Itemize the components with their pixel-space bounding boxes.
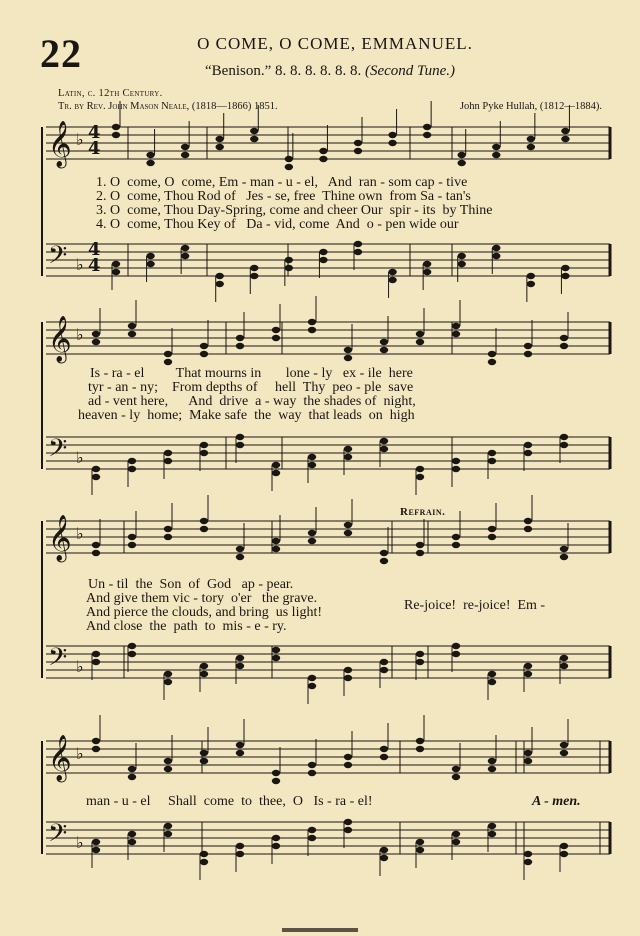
flat-icon: ♭ (76, 448, 84, 467)
note-head (164, 450, 172, 456)
note-head (527, 273, 535, 279)
note-head (200, 351, 208, 357)
verse-3-line-1: 3. O come, Thou Day-Spring, come and cheer Our spir - its by Thine (96, 203, 493, 218)
note-head (488, 526, 496, 532)
note-head (452, 643, 460, 649)
note-head (524, 450, 532, 456)
note-head (344, 675, 352, 681)
note-head (236, 742, 244, 748)
meter: 8. 8. 8. 8. 8. 8. (275, 63, 362, 79)
note-head (112, 261, 120, 267)
note-head (452, 534, 460, 540)
verse-1-line-2: Is - ra - el That mourns in lone - ly ex - ile here (90, 366, 413, 381)
note-head (344, 819, 352, 825)
note-head (236, 434, 244, 440)
note-head (524, 671, 532, 677)
note-head (458, 261, 466, 267)
note-head (285, 257, 293, 263)
note-head (560, 851, 568, 857)
note-head (272, 327, 280, 333)
note-head (92, 466, 100, 472)
note-head (200, 859, 208, 865)
note-head (200, 750, 208, 756)
note-head (236, 343, 244, 349)
verse-4-line-3: And close the path to mis - e - ry. (86, 619, 287, 634)
note-head (112, 124, 120, 130)
verse-4-line-2: heaven - ly home; Make safe the way that leads on high (78, 408, 415, 423)
note-head (200, 758, 208, 764)
note-head (128, 331, 136, 337)
note-head (561, 265, 569, 271)
note-head (452, 651, 460, 657)
note-head (492, 144, 500, 150)
note-head (216, 144, 224, 150)
note-head (308, 835, 316, 841)
note-head (388, 269, 396, 275)
note-head (128, 831, 136, 837)
hymn-number: 22 (40, 31, 82, 76)
note-head (128, 542, 136, 548)
note-head (416, 847, 424, 853)
note-head (354, 249, 362, 255)
note-head (272, 778, 280, 784)
note-head (416, 839, 424, 845)
verse-1-line-3: Un - til the Son of God ap - pear. (88, 577, 294, 592)
note-head (164, 758, 172, 764)
note-head (416, 542, 424, 548)
note-head (524, 851, 532, 857)
note-head (527, 136, 535, 142)
note-head (344, 347, 352, 353)
note-head (308, 319, 316, 325)
source-line: Latin, c. 12th Century. (58, 88, 163, 99)
note-head (236, 546, 244, 552)
time-signature: 4 (88, 239, 101, 260)
note-head (236, 663, 244, 669)
translator-credit: Tr. by Rev. John Mason Neale, (1818—1866) 1851. (58, 101, 278, 112)
note-head (416, 331, 424, 337)
note-head (308, 762, 316, 768)
note-head (200, 671, 208, 677)
note-head (236, 442, 244, 448)
time-signature: 4 (88, 138, 101, 159)
time-signature: 4 (88, 255, 101, 276)
note-head (561, 128, 569, 134)
note-head (423, 269, 431, 275)
note-head (200, 450, 208, 456)
note-head (112, 269, 120, 275)
note-head (92, 542, 100, 548)
note-head (236, 843, 244, 849)
note-head (380, 847, 388, 853)
bass-clef-icon: 𝄢 (48, 643, 68, 678)
note-head (344, 754, 352, 760)
note-head (92, 339, 100, 345)
note-head (236, 335, 244, 341)
flat-icon: ♭ (76, 325, 84, 344)
note-head (92, 550, 100, 556)
note-head (488, 359, 496, 365)
note-head (285, 265, 293, 271)
bass-clef-icon: 𝄢 (48, 434, 68, 469)
note-head (92, 659, 100, 665)
note-head (488, 679, 496, 685)
note-head (200, 851, 208, 857)
note-head (164, 766, 172, 772)
note-head (128, 323, 136, 329)
note-head (380, 339, 388, 345)
note-head (380, 558, 388, 564)
note-head (200, 442, 208, 448)
note-head (488, 823, 496, 829)
treble-clef-icon: 𝄞 (48, 735, 72, 781)
time-signature: 4 (88, 122, 101, 143)
note-head (560, 343, 568, 349)
note-head (452, 323, 460, 329)
note-head (236, 655, 244, 661)
note-head (128, 534, 136, 540)
verse-2-line-1: 2. O come, Thou Rod of Jes - se, free Thine own from Sa - tan's (96, 189, 471, 204)
note-head (416, 474, 424, 480)
note-head (308, 683, 316, 689)
note-head (524, 859, 532, 865)
note-head (380, 438, 388, 444)
note-head (423, 261, 431, 267)
note-head (216, 281, 224, 287)
note-head (344, 530, 352, 536)
note-head (560, 742, 568, 748)
note-head (319, 249, 327, 255)
refrain-label: Refrain. (400, 506, 446, 518)
note-head (308, 327, 316, 333)
note-head (344, 454, 352, 460)
note-head (272, 538, 280, 544)
flat-icon: ♭ (76, 833, 84, 852)
note-head (560, 750, 568, 756)
note-head (92, 839, 100, 845)
note-head (488, 458, 496, 464)
note-head (319, 257, 327, 263)
note-head (308, 538, 316, 544)
note-head (527, 144, 535, 150)
note-head (308, 827, 316, 833)
note-head (285, 164, 293, 170)
note-head (524, 351, 532, 357)
note-head (128, 774, 136, 780)
note-head (285, 156, 293, 162)
note-head (146, 160, 154, 166)
note-head (488, 831, 496, 837)
note-head (164, 458, 172, 464)
note-head (272, 335, 280, 341)
verse-3-line-2: ad - vent here, And drive a - way the shades of night, (88, 394, 416, 409)
note-head (388, 132, 396, 138)
note-head (92, 331, 100, 337)
bass-clef-icon: 𝄢 (48, 241, 68, 276)
tune-name: “Benison.” (205, 63, 272, 79)
note-head (388, 140, 396, 146)
note-head (164, 671, 172, 677)
note-head (344, 355, 352, 361)
note-head (561, 273, 569, 279)
note-head (423, 124, 431, 130)
note-head (452, 831, 460, 837)
note-head (452, 766, 460, 772)
note-head (488, 766, 496, 772)
note-head (380, 667, 388, 673)
note-head (560, 434, 568, 440)
note-head (146, 261, 154, 267)
note-head (380, 855, 388, 861)
note-head (524, 518, 532, 524)
note-head (92, 738, 100, 744)
note-head (354, 140, 362, 146)
note-head (164, 823, 172, 829)
note-head (146, 253, 154, 259)
note-head (380, 347, 388, 353)
note-head (524, 343, 532, 349)
note-head (488, 351, 496, 357)
note-head (380, 550, 388, 556)
note-head (416, 659, 424, 665)
hymn-title: O COME, O COME, EMMANUEL. (197, 34, 473, 53)
final-line: man - u - el Shall come to thee, O Is - ra - el! (86, 794, 373, 809)
note-head (181, 245, 189, 251)
treble-clef-icon: 𝄞 (48, 515, 72, 561)
amen: A - men. (532, 794, 581, 809)
note-head (181, 152, 189, 158)
note-head (492, 245, 500, 251)
note-head (308, 462, 316, 468)
composer-credit: John Pyke Hullah, (1812—1884). (459, 101, 602, 112)
note-head (452, 466, 460, 472)
flat-icon: ♭ (76, 255, 84, 274)
note-head (164, 351, 172, 357)
note-head (272, 843, 280, 849)
note-head (416, 746, 424, 752)
note-head (181, 144, 189, 150)
note-head (128, 466, 136, 472)
note-head (560, 655, 568, 661)
note-head (524, 750, 532, 756)
note-head (344, 446, 352, 452)
note-head (272, 470, 280, 476)
verse-3-line-3: And pierce the clouds, and bring us light! (86, 605, 323, 620)
note-head (452, 774, 460, 780)
note-head (146, 152, 154, 158)
note-head (524, 442, 532, 448)
verse-1-line-1: 1. O come, O come, Em - man - u - el, And ran - som cap - tive (96, 175, 468, 190)
note-head (380, 446, 388, 452)
bottom-ornament (282, 928, 358, 932)
note-head (524, 758, 532, 764)
flat-icon: ♭ (76, 130, 84, 149)
note-head (488, 758, 496, 764)
note-head (250, 265, 258, 271)
note-head (344, 522, 352, 528)
note-head (308, 675, 316, 681)
note-head (128, 651, 136, 657)
note-head (488, 450, 496, 456)
note-head (128, 839, 136, 845)
note-head (388, 277, 396, 283)
note-head (560, 554, 568, 560)
note-head (452, 839, 460, 845)
note-head (200, 343, 208, 349)
verse-4-line-1: 4. O come, Thou Key of Da - vid, come And o - pen wide our (96, 217, 459, 232)
note-head (200, 518, 208, 524)
note-head (527, 281, 535, 287)
note-head (423, 132, 431, 138)
note-head (272, 546, 280, 552)
note-head (560, 442, 568, 448)
note-head (560, 546, 568, 552)
verse-2-line-3: And give them vic - tory o'er the grave. (86, 591, 318, 606)
note-head (344, 762, 352, 768)
note-head (354, 148, 362, 154)
note-head (344, 827, 352, 833)
note-head (452, 331, 460, 337)
note-head (560, 335, 568, 341)
bass-clef-icon: 𝄢 (48, 819, 68, 854)
note-head (492, 152, 500, 158)
note-head (560, 843, 568, 849)
note-head (416, 550, 424, 556)
note-head (380, 746, 388, 752)
refrain-text: Re-joice! re-joice! Em - (404, 598, 546, 613)
treble-clef-icon: 𝄞 (48, 316, 72, 362)
note-head (250, 273, 258, 279)
note-head (308, 530, 316, 536)
note-head (236, 750, 244, 756)
note-head (308, 770, 316, 776)
note-head (164, 526, 172, 532)
note-head (308, 454, 316, 460)
note-head (250, 136, 258, 142)
note-head (128, 643, 136, 649)
note-head (128, 458, 136, 464)
tune-note: (Second Tune.) (365, 63, 455, 79)
verse-2-line-2: tyr - an - ny; From depths of hell Thy peo - ple save (88, 380, 414, 395)
note-head (164, 831, 172, 837)
note-head (112, 132, 120, 138)
flat-icon: ♭ (76, 524, 84, 543)
flat-icon: ♭ (76, 744, 84, 763)
note-head (200, 526, 208, 532)
note-head (458, 160, 466, 166)
note-head (200, 663, 208, 669)
note-head (458, 152, 466, 158)
note-head (560, 663, 568, 669)
note-head (354, 241, 362, 247)
note-head (92, 474, 100, 480)
note-head (272, 655, 280, 661)
note-head (272, 647, 280, 653)
note-head (272, 835, 280, 841)
note-head (319, 148, 327, 154)
note-head (164, 534, 172, 540)
note-head (236, 554, 244, 560)
note-head (250, 128, 258, 134)
note-head (272, 462, 280, 468)
note-head (164, 679, 172, 685)
note-head (92, 847, 100, 853)
note-head (416, 651, 424, 657)
note-head (488, 534, 496, 540)
note-head (92, 651, 100, 657)
flat-icon: ♭ (76, 657, 84, 676)
note-head (272, 770, 280, 776)
note-head (128, 766, 136, 772)
note-head (236, 851, 244, 857)
note-head (319, 156, 327, 162)
note-head (416, 466, 424, 472)
note-head (452, 458, 460, 464)
note-head (216, 136, 224, 142)
note-head (416, 738, 424, 744)
note-head (380, 754, 388, 760)
note-head (458, 253, 466, 259)
note-head (380, 659, 388, 665)
treble-clef-icon: 𝄞 (48, 121, 72, 167)
note-head (524, 663, 532, 669)
note-head (164, 359, 172, 365)
note-head (488, 671, 496, 677)
note-head (344, 667, 352, 673)
note-head (561, 136, 569, 142)
note-head (452, 542, 460, 548)
note-head (492, 253, 500, 259)
note-head (524, 526, 532, 532)
note-head (416, 339, 424, 345)
note-head (181, 253, 189, 259)
note-head (216, 273, 224, 279)
note-head (92, 746, 100, 752)
